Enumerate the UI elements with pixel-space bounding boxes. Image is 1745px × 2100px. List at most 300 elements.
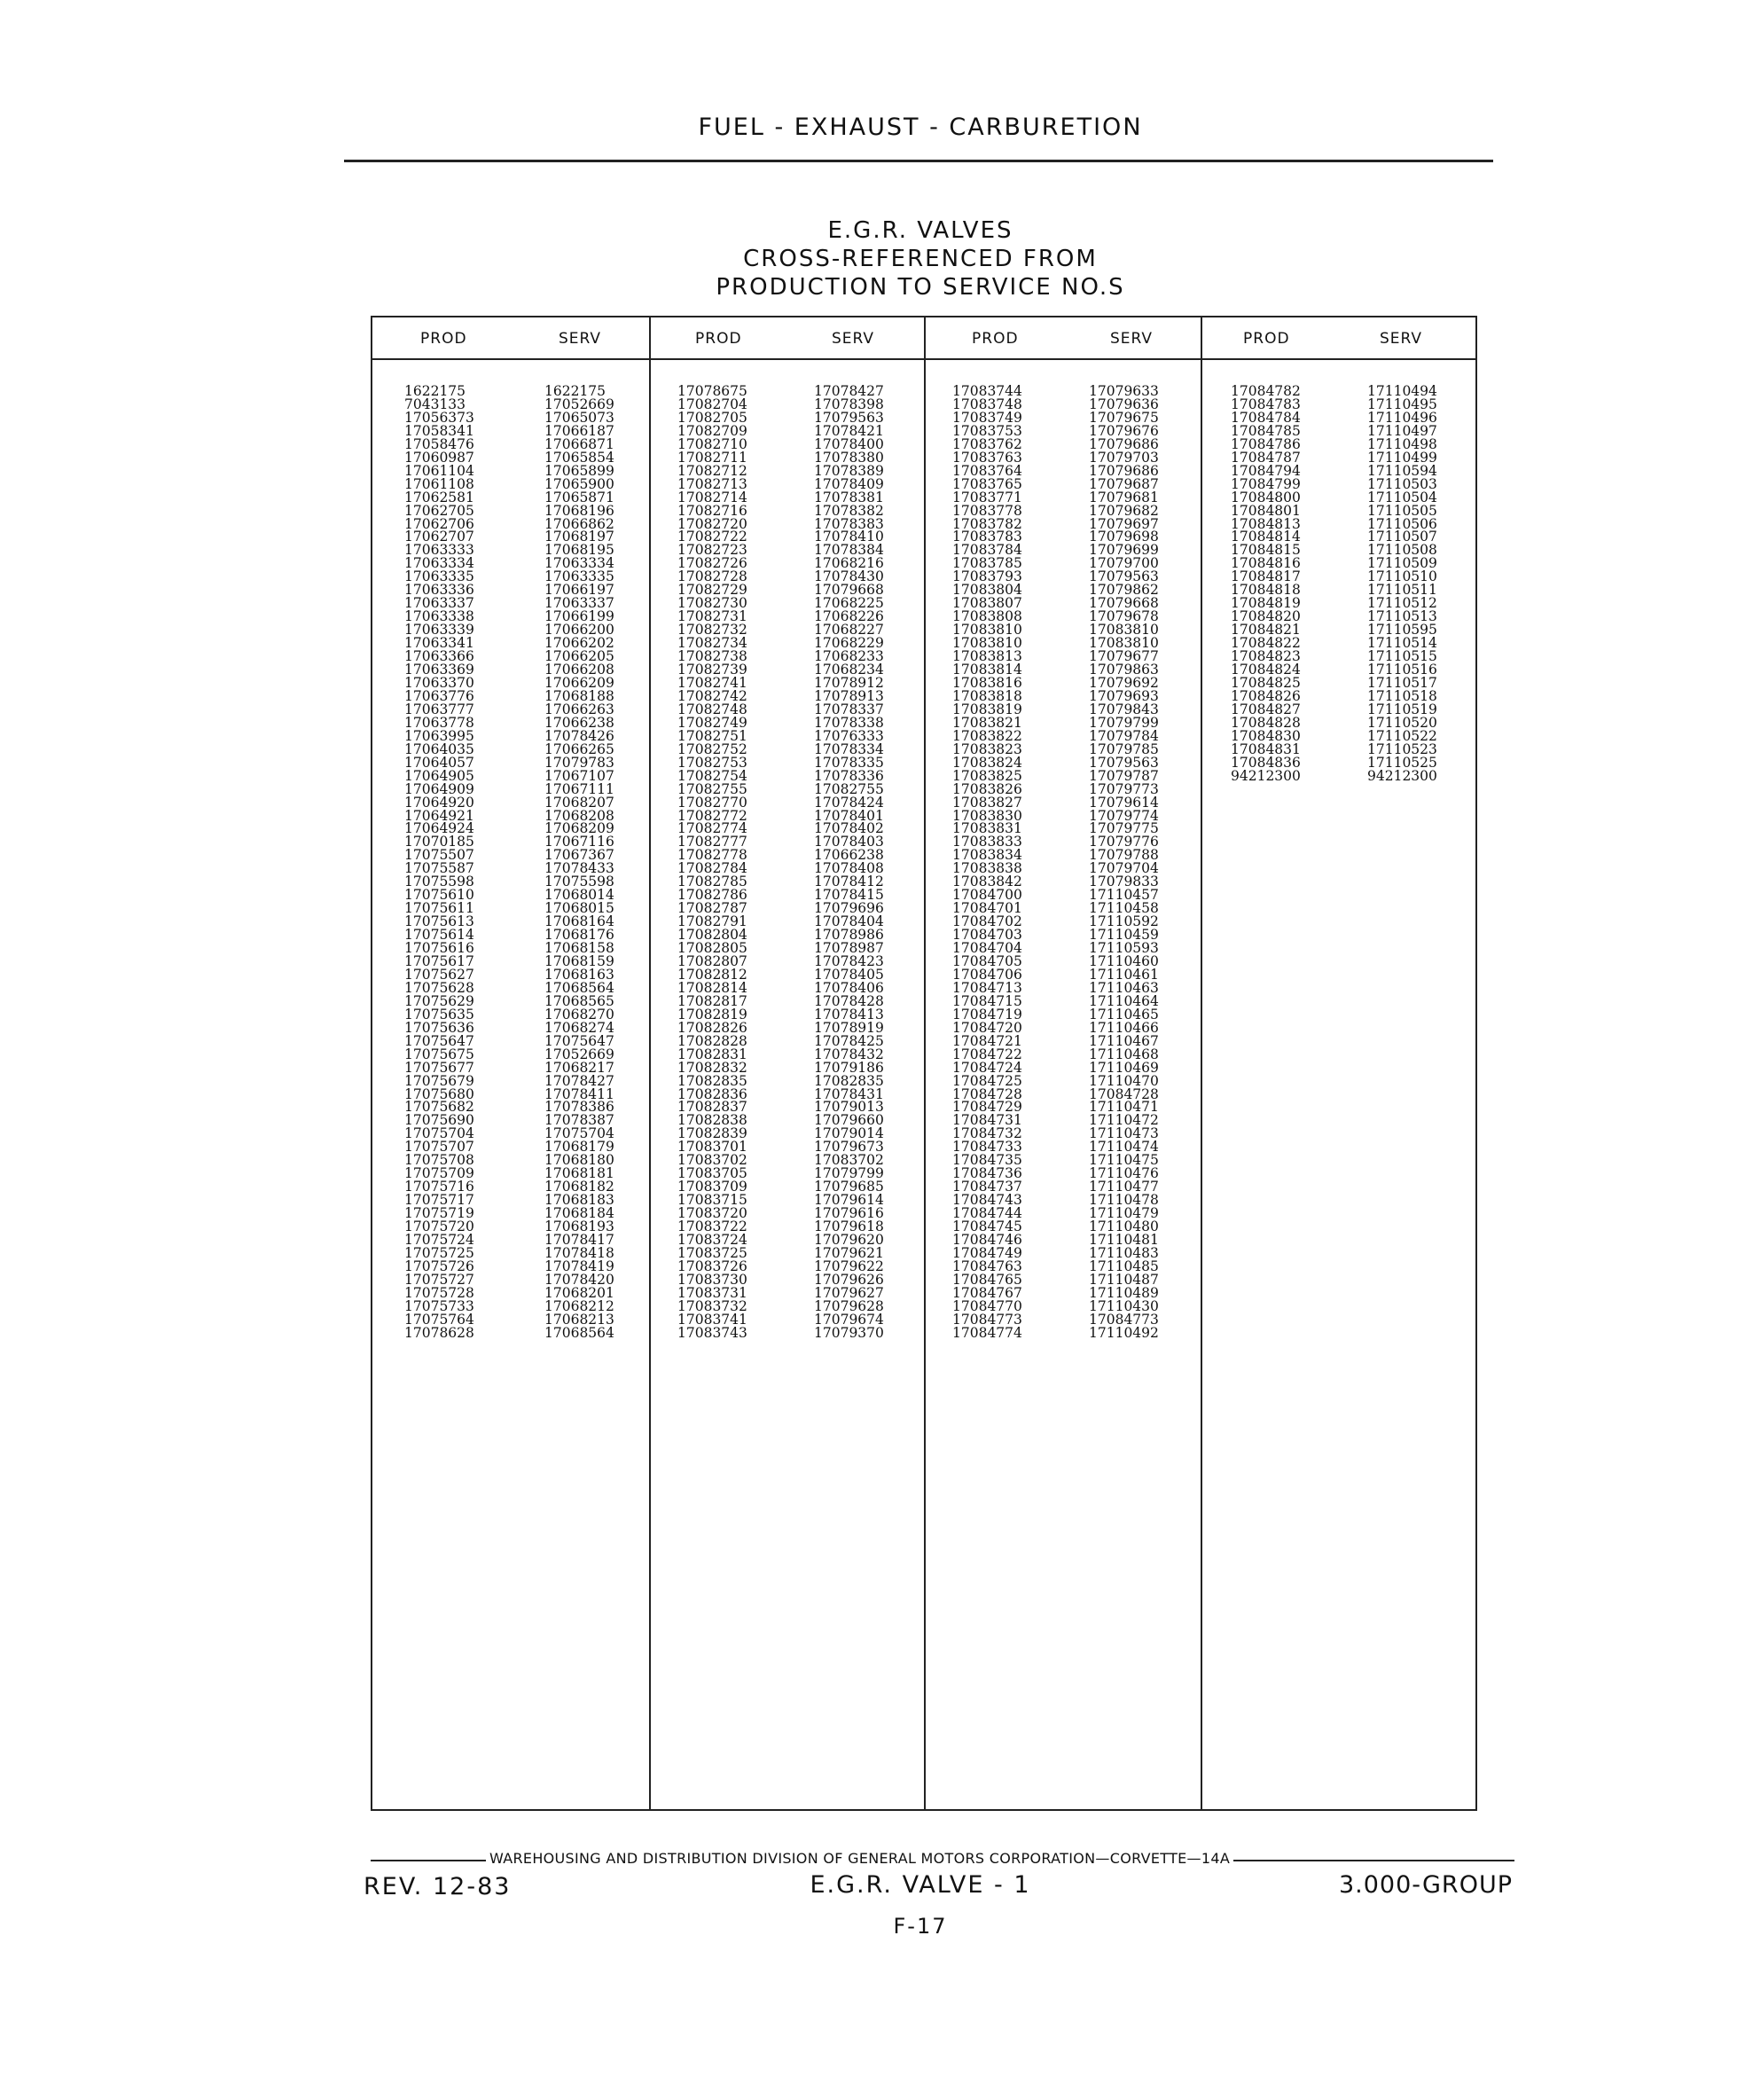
part-number: 17078400 <box>814 435 884 452</box>
part-number: 94212300 <box>1231 767 1301 784</box>
part-number: 17078413 <box>814 1006 884 1023</box>
part-number: 17084713 <box>952 979 1022 996</box>
part-number: 17082726 <box>677 555 747 572</box>
part-number: 17084814 <box>1231 529 1301 545</box>
part-number: 17082804 <box>677 927 747 944</box>
part-number: 17075680 <box>404 1085 474 1102</box>
part-number: 17084783 <box>1231 396 1301 412</box>
part-number: 17063337 <box>544 595 614 612</box>
part-number: 17078382 <box>814 502 884 519</box>
part-number: 17110466 <box>1089 1019 1159 1036</box>
part-number: 17082836 <box>677 1085 747 1102</box>
part-number: 17066208 <box>544 662 614 678</box>
part-number: 17075613 <box>404 913 474 930</box>
part-number: 17110508 <box>1367 542 1437 559</box>
part-number: 17083813 <box>952 648 1022 665</box>
part-number: 17082709 <box>677 422 747 439</box>
part-number: 17110595 <box>1367 622 1437 639</box>
part-number: 17084784 <box>1231 409 1301 426</box>
part-number: 17110498 <box>1367 435 1437 452</box>
part-number: 17083763 <box>952 449 1022 466</box>
part-number: 17078987 <box>814 940 884 957</box>
part-number: 17084822 <box>1231 635 1301 652</box>
part-number: 17079863 <box>1089 662 1159 678</box>
part-number: 17084785 <box>1231 422 1301 439</box>
part-number: 17082770 <box>677 794 747 811</box>
part-number: 17110478 <box>1089 1192 1159 1209</box>
part-number: 17110471 <box>1089 1099 1159 1116</box>
part-number: 17082785 <box>677 874 747 890</box>
part-number: 17064909 <box>404 780 474 797</box>
part-number: 17063334 <box>404 555 474 572</box>
part-number: 17110523 <box>1367 740 1437 757</box>
part-number: 17068196 <box>544 502 614 519</box>
part-number: 17110518 <box>1367 687 1437 704</box>
part-number: 17082714 <box>677 489 747 505</box>
part-number: 17079686 <box>1089 462 1159 479</box>
part-number: 17079703 <box>1089 449 1159 466</box>
part-number: 17110465 <box>1089 1006 1159 1023</box>
part-number: 17068270 <box>544 1006 614 1023</box>
part-number: 17068193 <box>544 1218 614 1235</box>
part-number: 17083709 <box>677 1179 747 1195</box>
part-number: 17084743 <box>952 1192 1022 1209</box>
part-number: 17079627 <box>814 1284 884 1301</box>
part-number: 17083732 <box>677 1297 747 1314</box>
part-number: 17068229 <box>814 635 884 652</box>
part-number: 17075708 <box>404 1152 474 1169</box>
part-number: 17066200 <box>544 622 614 639</box>
part-number: 17078401 <box>814 807 884 824</box>
part-number: 1622175 <box>404 383 466 399</box>
part-number: 17110510 <box>1367 568 1437 585</box>
part-number: 17075635 <box>404 1006 474 1023</box>
part-number: 17083722 <box>677 1218 747 1235</box>
part-number: 17082734 <box>677 635 747 652</box>
part-number: 17083720 <box>677 1205 747 1222</box>
part-number: 17084724 <box>952 1059 1022 1076</box>
part-number: 17110457 <box>1089 887 1159 904</box>
part-number: 17078386 <box>544 1099 614 1116</box>
part-number: 17079774 <box>1089 807 1159 824</box>
part-number: 17083823 <box>952 740 1022 757</box>
part-number: 17084815 <box>1231 542 1301 559</box>
part-number: 17068201 <box>544 1284 614 1301</box>
part-number: 17083804 <box>952 582 1022 599</box>
part-number: 17062581 <box>404 489 474 505</box>
part-number: 17079682 <box>1089 502 1159 519</box>
part-number: 17078427 <box>544 1072 614 1089</box>
part-number: 17082826 <box>677 1019 747 1036</box>
part-number: 17082835 <box>677 1072 747 1089</box>
part-number: 17075764 <box>404 1311 474 1328</box>
part-number: 17079776 <box>1089 834 1159 850</box>
part-number: 17079614 <box>814 1192 884 1209</box>
part-number: 17082752 <box>677 740 747 757</box>
part-number: 17110505 <box>1367 502 1437 519</box>
part-number: 17110469 <box>1089 1059 1159 1076</box>
part-number: 17063366 <box>404 648 474 665</box>
part-number: 17064920 <box>404 794 474 811</box>
part-number: 17110464 <box>1089 992 1159 1009</box>
part-number: 17079186 <box>814 1059 884 1076</box>
part-number: 17078415 <box>814 887 884 904</box>
part-number: 17083810 <box>952 635 1022 652</box>
part-number: 17110525 <box>1367 754 1437 771</box>
part-number: 17084787 <box>1231 449 1301 466</box>
part-number: 17082787 <box>677 900 747 917</box>
part-number: 17082784 <box>677 860 747 877</box>
part-number: 17078398 <box>814 396 884 412</box>
part-number: 17063338 <box>404 608 474 625</box>
part-number: 17068225 <box>814 595 884 612</box>
part-number: 17068164 <box>544 913 614 930</box>
part-number: 17078431 <box>814 1085 884 1102</box>
part-number: 17084799 <box>1231 475 1301 492</box>
part-number: 17078338 <box>814 714 884 731</box>
part-number: 17084702 <box>952 913 1022 930</box>
part-number: 17078423 <box>814 952 884 969</box>
part-number: 17075720 <box>404 1218 474 1235</box>
header-rule <box>344 160 1493 162</box>
part-number: 17083764 <box>952 462 1022 479</box>
part-number: 17068163 <box>544 966 614 983</box>
part-number: 17082710 <box>677 435 747 452</box>
part-number: 17083822 <box>952 727 1022 744</box>
part-number: 17082739 <box>677 662 747 678</box>
part-number: 17079618 <box>814 1218 884 1235</box>
part-number: 17084765 <box>952 1271 1022 1288</box>
part-number: 17084825 <box>1231 674 1301 691</box>
part-number: 17075611 <box>404 900 474 917</box>
part-number: 17110474 <box>1089 1139 1159 1156</box>
part-number: 17079692 <box>1089 674 1159 691</box>
part-number: 17084827 <box>1231 701 1301 717</box>
part-number: 17075617 <box>404 952 474 969</box>
part-number: 17083830 <box>952 807 1022 824</box>
part-number: 17084773 <box>952 1311 1022 1328</box>
part-number: 17083705 <box>677 1165 747 1182</box>
part-number: 17083748 <box>952 396 1022 412</box>
part-number: 17075628 <box>404 979 474 996</box>
part-number: 17078427 <box>814 383 884 399</box>
part-number: 17082832 <box>677 1059 747 1076</box>
cross-reference-table <box>371 316 1477 1811</box>
part-number: 17084786 <box>1231 435 1301 452</box>
part-number: 17082835 <box>814 1072 884 1089</box>
part-number: 17110473 <box>1089 1125 1159 1142</box>
part-number: 17079862 <box>1089 582 1159 599</box>
part-number: 17068188 <box>544 687 614 704</box>
part-number: 17084773 <box>1089 1311 1159 1328</box>
part-number: 17075629 <box>404 992 474 1009</box>
part-number: 17078420 <box>544 1271 614 1288</box>
part-number: 17075690 <box>404 1112 474 1129</box>
part-number: 17068213 <box>544 1311 614 1328</box>
part-number: 17083793 <box>952 568 1022 585</box>
part-number: 17084721 <box>952 1032 1022 1049</box>
part-number: 17110592 <box>1089 913 1159 930</box>
part-number: 17078337 <box>814 701 884 717</box>
part-number: 17061104 <box>404 462 474 479</box>
part-number: 17079626 <box>814 1271 884 1288</box>
part-number: 17075598 <box>404 874 474 890</box>
part-number: 17062705 <box>404 502 474 519</box>
part-number: 17082705 <box>677 409 747 426</box>
part-number: 17082778 <box>677 847 747 864</box>
part-number: 17082777 <box>677 834 747 850</box>
part-number: 17110506 <box>1367 515 1437 532</box>
part-number: 17083814 <box>952 662 1022 678</box>
part-number: 17082807 <box>677 952 747 969</box>
part-number: 17084816 <box>1231 555 1301 572</box>
part-number: 17084770 <box>952 1297 1022 1314</box>
part-number: 17066862 <box>544 515 614 532</box>
part-number: 17084703 <box>952 927 1022 944</box>
part-number: 17083826 <box>952 780 1022 797</box>
part-number: 17110519 <box>1367 701 1437 717</box>
part-number: 17082772 <box>677 807 747 824</box>
part-number: 17110495 <box>1367 396 1437 412</box>
part-number: 17075725 <box>404 1244 474 1261</box>
part-number: 17075636 <box>404 1019 474 1036</box>
part-number: 17075733 <box>404 1297 474 1314</box>
part-number: 17110494 <box>1367 383 1437 399</box>
part-number: 17078409 <box>814 475 884 492</box>
part-number: 17065871 <box>544 489 614 505</box>
prod-column-header: PROD <box>420 330 467 348</box>
part-number: 17060987 <box>404 449 474 466</box>
part-number: 17084801 <box>1231 502 1301 519</box>
part-number: 17067367 <box>544 847 614 864</box>
part-number: 17066265 <box>544 740 614 757</box>
part-number: 17078919 <box>814 1019 884 1036</box>
part-number: 17084705 <box>952 952 1022 969</box>
part-number: 17084820 <box>1231 608 1301 625</box>
part-number: 17084774 <box>952 1324 1022 1341</box>
serv-number-list <box>814 385 884 1340</box>
part-number: 17084715 <box>952 992 1022 1009</box>
part-number: 17082716 <box>677 502 747 519</box>
part-number: 17078404 <box>814 913 884 930</box>
part-number: 17068184 <box>544 1205 614 1222</box>
part-number: 17110492 <box>1089 1324 1159 1341</box>
part-number: 17064035 <box>404 740 474 757</box>
part-number: 17110507 <box>1367 529 1437 545</box>
part-number: 17083741 <box>677 1311 747 1328</box>
part-number: 17083784 <box>952 542 1022 559</box>
part-number: 17068182 <box>544 1179 614 1195</box>
part-number: 17083807 <box>952 595 1022 612</box>
part-number: 17079799 <box>1089 714 1159 731</box>
part-number: 17079676 <box>1089 422 1159 439</box>
part-number: 17082812 <box>677 966 747 983</box>
part-number: 17083701 <box>677 1139 747 1156</box>
part-number: 17082751 <box>677 727 747 744</box>
part-number: 17083827 <box>952 794 1022 811</box>
part-number: 17075647 <box>404 1032 474 1049</box>
part-number: 17075627 <box>404 966 474 983</box>
part-number: 17082712 <box>677 462 747 479</box>
part-number: 17079660 <box>814 1112 884 1129</box>
part-number: 17084729 <box>952 1099 1022 1116</box>
part-number: 17083824 <box>952 754 1022 771</box>
part-number: 17066199 <box>544 608 614 625</box>
part-number: 17079681 <box>1089 489 1159 505</box>
part-number: 17079616 <box>814 1205 884 1222</box>
part-number: 17110479 <box>1089 1205 1159 1222</box>
part-number: 17082819 <box>677 1006 747 1023</box>
part-number: 17061108 <box>404 475 474 492</box>
part-number: 17075724 <box>404 1232 474 1248</box>
part-number: 94212300 <box>1367 767 1437 784</box>
part-number: 17082753 <box>677 754 747 771</box>
part-number: 17066263 <box>544 701 614 717</box>
part-number: 17110487 <box>1089 1271 1159 1288</box>
part-number: 17082711 <box>677 449 747 466</box>
part-number: 17075727 <box>404 1271 474 1288</box>
part-number: 17084818 <box>1231 582 1301 599</box>
part-number: 17084746 <box>952 1232 1022 1248</box>
part-number: 17084828 <box>1231 714 1301 731</box>
part-number: 17064905 <box>404 767 474 784</box>
part-number: 17084720 <box>952 1019 1022 1036</box>
part-number: 17078913 <box>814 687 884 704</box>
serv-column-header: SERV <box>1380 330 1423 348</box>
part-number: 17084725 <box>952 1072 1022 1089</box>
footer-division-text: WAREHOUSING AND DISTRIBUTION DIVISION OF GENERAL MOTORS CORPORATION—CORVETTE—14A <box>486 1850 1233 1867</box>
panel-header <box>1201 317 1475 360</box>
part-number: 17079370 <box>814 1324 884 1341</box>
part-number: 17083808 <box>952 608 1022 625</box>
part-number: 17084700 <box>952 887 1022 904</box>
part-number: 17068159 <box>544 952 614 969</box>
part-number: 17056373 <box>404 409 474 426</box>
part-number: 17063335 <box>544 568 614 585</box>
part-number: 17079674 <box>814 1311 884 1328</box>
serv-column-header: SERV <box>832 330 875 348</box>
prod-column-header: PROD <box>695 330 742 348</box>
part-number: 17068565 <box>544 992 614 1009</box>
part-number: 17078430 <box>814 568 884 585</box>
part-number: 17082774 <box>677 820 747 837</box>
part-number: 17075716 <box>404 1179 474 1195</box>
part-number: 17078417 <box>544 1232 614 1248</box>
part-number: 17079686 <box>1089 435 1159 452</box>
part-number: 17079014 <box>814 1125 884 1142</box>
part-number: 17078389 <box>814 462 884 479</box>
serv-number-list <box>544 385 614 1340</box>
part-number: 17084821 <box>1231 622 1301 639</box>
part-number: 17068208 <box>544 807 614 824</box>
part-number: 17078419 <box>544 1258 614 1274</box>
part-number: 17079673 <box>814 1139 884 1156</box>
part-number: 17110467 <box>1089 1032 1159 1049</box>
part-number: 17084817 <box>1231 568 1301 585</box>
part-number: 17082838 <box>677 1112 747 1129</box>
part-number: 17065900 <box>544 475 614 492</box>
part-number: 17083810 <box>952 622 1022 639</box>
part-number: 17082728 <box>677 568 747 585</box>
part-number: 17064924 <box>404 820 474 837</box>
part-number: 17079013 <box>814 1099 884 1116</box>
part-number: 17075677 <box>404 1059 474 1076</box>
part-number: 17083833 <box>952 834 1022 850</box>
part-number: 17063335 <box>404 568 474 585</box>
part-number: 17078381 <box>814 489 884 505</box>
part-number: 17079696 <box>814 900 884 917</box>
part-number: 17082741 <box>677 674 747 691</box>
part-number: 17082805 <box>677 940 747 957</box>
part-number: 17078335 <box>814 754 884 771</box>
part-number: 17082749 <box>677 714 747 731</box>
table-title <box>0 216 1745 302</box>
part-number: 17068183 <box>544 1192 614 1209</box>
part-number: 17110499 <box>1367 449 1437 466</box>
part-number: 17058341 <box>404 422 474 439</box>
prod-number-list <box>1231 385 1301 783</box>
part-number: 17066202 <box>544 635 614 652</box>
part-number: 17110513 <box>1367 608 1437 625</box>
part-number: 17079697 <box>1089 515 1159 532</box>
part-number: 17063369 <box>404 662 474 678</box>
part-number: 17068158 <box>544 940 614 957</box>
part-number: 17083771 <box>952 489 1022 505</box>
part-number: 17110485 <box>1089 1258 1159 1274</box>
part-number: 17110496 <box>1367 409 1437 426</box>
part-number: 17110480 <box>1089 1218 1159 1235</box>
part-number: 17083765 <box>952 475 1022 492</box>
part-number: 17084728 <box>952 1085 1022 1102</box>
part-number: 17075610 <box>404 887 474 904</box>
part-number: 17078410 <box>814 529 884 545</box>
part-number: 17110460 <box>1089 952 1159 969</box>
prod-number-list <box>404 385 474 1340</box>
part-number: 17084735 <box>952 1152 1022 1169</box>
part-number: 17078421 <box>814 422 884 439</box>
prod-column-header: PROD <box>1243 330 1290 348</box>
part-number: 17075507 <box>404 847 474 864</box>
part-number: 1622175 <box>544 383 606 399</box>
part-number: 17084731 <box>952 1112 1022 1129</box>
part-number: 17063336 <box>404 582 474 599</box>
part-number: 17079693 <box>1089 687 1159 704</box>
part-number: 17079799 <box>814 1165 884 1182</box>
part-number: 17083726 <box>677 1258 747 1274</box>
part-number: 17083842 <box>952 874 1022 890</box>
part-number: 17078412 <box>814 874 884 890</box>
part-number: 17084813 <box>1231 515 1301 532</box>
part-number: 17083838 <box>952 860 1022 877</box>
part-number: 17063370 <box>404 674 474 691</box>
part-number: 17075707 <box>404 1139 474 1156</box>
part-number: 17065854 <box>544 449 614 466</box>
part-number: 17084767 <box>952 1284 1022 1301</box>
part-number: 17068212 <box>544 1297 614 1314</box>
part-number: 17078384 <box>814 542 884 559</box>
part-number: 17078912 <box>814 674 884 691</box>
part-number: 17066238 <box>814 847 884 864</box>
part-number: 17063333 <box>404 542 474 559</box>
group-label: 3.000-GROUP <box>1338 1871 1513 1899</box>
part-number: 17063777 <box>404 701 474 717</box>
part-number: 17068216 <box>814 555 884 572</box>
part-number: 17079620 <box>814 1232 884 1248</box>
part-number: 17082755 <box>814 780 884 797</box>
part-number: 17110458 <box>1089 900 1159 917</box>
part-number: 17079668 <box>814 582 884 599</box>
part-number: 17079633 <box>1089 383 1159 399</box>
